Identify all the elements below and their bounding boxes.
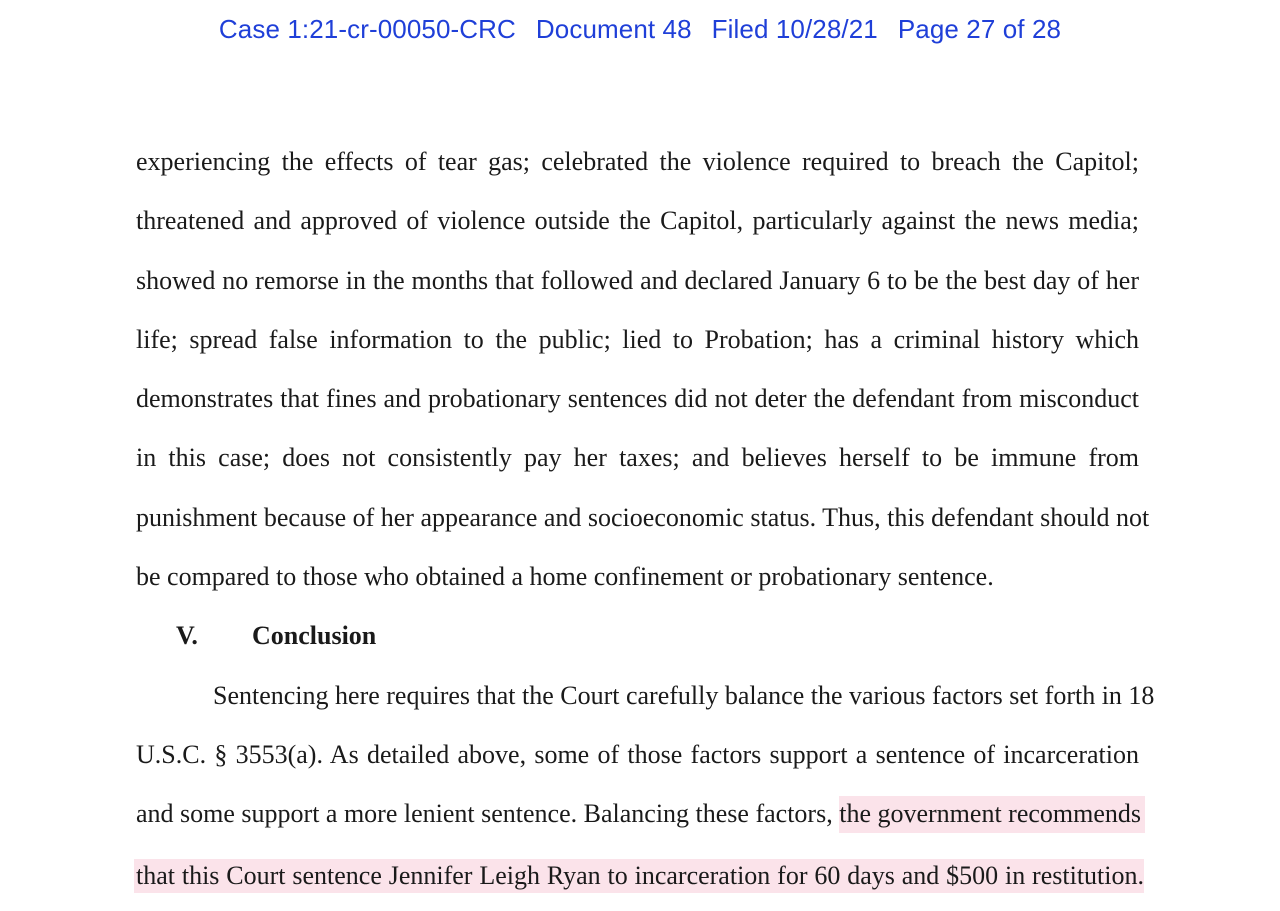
- body-line: in this case; does not consistently pay her taxes; and believes herself to be immune from: [136, 443, 1139, 473]
- body-line: be compared to those who obtained a home confinement or probationary sentence.: [136, 562, 994, 592]
- section-number: V.: [176, 621, 198, 651]
- body-text-segment: and some support a more lenient sentence. Balancing these factors,: [136, 799, 840, 829]
- document-number: Document 48: [535, 14, 692, 44]
- body-line: life; spread false information to the public; lied to Probation; has a criminal history which: [136, 324, 1139, 354]
- document-header: [0, 14, 1280, 45]
- body-line: experiencing the effects of tear gas; celebrated the violence required to breach the Capitol;: [136, 147, 1139, 176]
- section-heading: [136, 614, 1139, 673]
- highlighted-text: the government recommends: [839, 796, 1145, 833]
- highlighted-text: that this Court sentence Jennifer Leigh Ryan to incarceration for 60 days and $500 in restitution.: [134, 859, 1144, 893]
- section-title: Conclusion: [252, 621, 377, 651]
- body-line: demonstrates that fines and probationary sentences did not deter the defendant from misconduct: [136, 384, 1139, 414]
- body-line: U.S.C. § 3553(a). As detailed above, some of those factors support a sentence of incarceration: [136, 739, 1139, 769]
- page-number: Page 27 of 28: [897, 14, 1062, 44]
- case-number: Case 1:21-cr-00050-CRC: [218, 14, 516, 44]
- body-line: Sentencing here requires that the Court carefully balance the various factors set forth in 18: [213, 680, 1155, 710]
- document-body: [136, 140, 1155, 911]
- filed-date: Filed 10/28/21: [711, 14, 878, 44]
- body-line: showed no remorse in the months that followed and declared January 6 to be the best day of her: [136, 265, 1139, 295]
- body-line: punishment because of her appearance and socioeconomic status. Thus, this defendant should not: [136, 502, 1150, 532]
- body-line: threatened and approved of violence outside the Capitol, particularly against the news media;: [136, 206, 1139, 236]
- body-line: [136, 852, 1144, 911]
- body-line: [136, 792, 1142, 851]
